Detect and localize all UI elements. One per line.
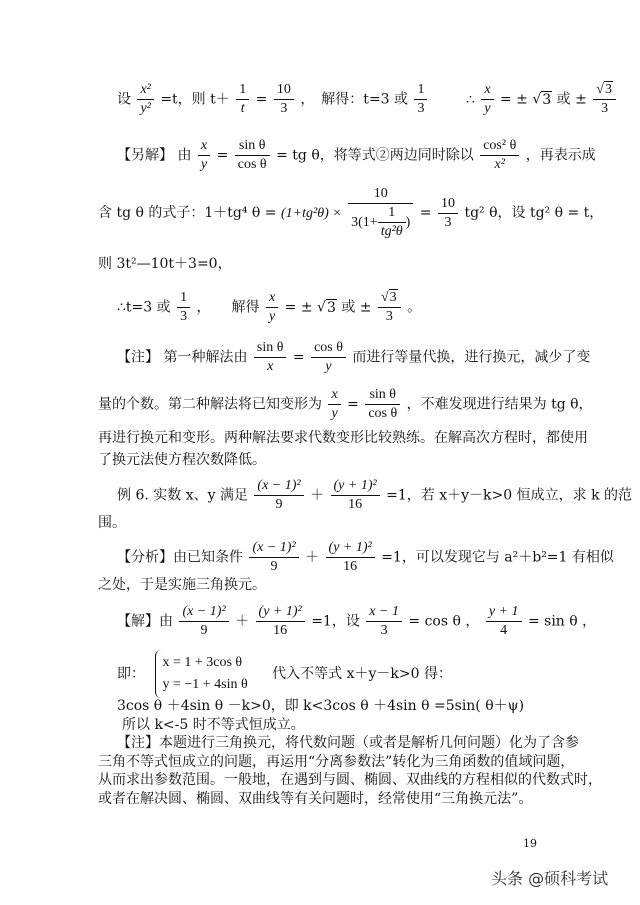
page-number: 19 <box>523 837 537 850</box>
note-line-3: 再进行换元和变形。两种解法要求代数变形比较熟练。在解高次方程时，都使用 <box>98 430 588 446</box>
footnote-line-2: 三角不等式恒成立的问题，再运用“分离参数法”转化为三角函数的值域问题， <box>98 754 575 770</box>
note-line-1: 【注】 第一种解法由 $\frac{\text{sin θ}}{x}$ = $\frac{\text{cos θ}}{y}$ 而进行等量代换，进行换元，减少了变 <box>117 340 591 375</box>
fraction-1-over-3: $\frac{1}{3}$ <box>177 290 190 325</box>
line-tg-expression: 含 tg θ 的式子：1＋tg⁴ θ = (1+tg²θ) × 10 3(1+ $\frac{1}{\text{tg²θ}}$ ) = $\frac{10}{3}$ tg² θ，设 tg² θ = t， <box>98 186 604 240</box>
fraction-sqrt3-over-3: $\frac{√3}{3}$ <box>593 82 616 117</box>
line-1: 设 $\frac{\text{x²}}{\text{y²}}$ =t，则 t＋ $\frac{1}{t}$ = $\frac{10}{3}$ ， 解得：t=3 或 $\frac{1}{3}$ ∴ $\frac{x}{y}$ = ± √3 或 ± $\frac{√3}{3}$ <box>117 82 618 117</box>
analysis-line-2: 之处，于是实施三角换元。 <box>98 577 266 593</box>
example-6-line-1: 例 6. 实数 x、y 满足 $\frac{\text{(x − 1)²}}{9}$ ＋ $\frac{\text{(y + 1)²}}{16}$ =1，若 x＋y－k>0 恒成立，求 k 的范 <box>117 478 633 513</box>
system-line: 即： x = 1 + 3cos θ y = −1 + 4sin θ 代入不等式 x＋y－k>0 得： <box>117 650 452 698</box>
fraction-x-over-y: $\frac{x}{y}$ <box>328 387 340 422</box>
example-6-line-2: 围。 <box>98 515 126 531</box>
fraction-y-plus-1-sq-over-16: $\frac{\text{(y + 1)²}}{16}$ <box>331 478 380 513</box>
fraction-y-plus-1-over-4: $\frac{y + 1}{4}$ <box>486 604 522 639</box>
fraction-x-over-y: $\frac{x}{y}$ <box>481 82 493 117</box>
analysis-line-1: 【分析】由已知条件 $\frac{\text{(x − 1)²}}{9}$ ＋ $\frac{\text{(y + 1)²}}{16}$ =1，可以发现它与 a²＋b²=1 有相似 <box>117 540 614 575</box>
equation-system: x = 1 + 3cos θ y = −1 + 4sin θ <box>155 650 247 698</box>
fraction-y-plus-1-sq-over-16: $\frac{\text{(y + 1)²}}{16}$ <box>256 604 305 639</box>
fraction-cos2-over-x2: $\frac{\text{cos² θ}}{\text{x²}}$ <box>480 138 519 173</box>
fraction-sin-over-cos: $\frac{\text{sin θ}}{\text{cos θ}}$ <box>235 138 270 173</box>
fraction-10-over-3: $\frac{10}{3}$ <box>438 196 458 231</box>
line-quadratic: 则 3t²—10t＋3=0， <box>98 256 232 272</box>
fraction-x-over-y: $\frac{x}{y}$ <box>266 290 278 325</box>
fraction-x-minus-1-sq-over-9: $\frac{\text{(x − 1)²}}{9}$ <box>254 478 303 513</box>
line-result: ∴t=3 或 $\frac{1}{3}$ ， 解得 $\frac{x}{y}$ = ± √3 或 ± $\frac{√3}{3}$ 。 <box>117 290 422 325</box>
footnote-line-3: 从而求出参数范围。一般地，在遇到与圆、椭圆、双曲线的方程相似的代数式时， <box>98 772 602 788</box>
result-line-2: 所以 k<-5 时不等式恒成立。 <box>122 717 305 733</box>
fraction-x-over-y: $\frac{x}{y}$ <box>198 138 210 173</box>
fraction-x-minus-1-sq-over-9: $\frac{\text{(x − 1)²}}{9}$ <box>249 540 298 575</box>
fraction-cos-over-y: $\frac{\text{cos θ}}{y}$ <box>311 340 346 375</box>
fraction-sin-over-cos: $\frac{\text{sin θ}}{\text{cos θ}}$ <box>365 387 400 422</box>
fraction-sin-over-x: $\frac{\text{sin θ}}{x}$ <box>254 340 287 375</box>
footnote-line-4: 或者在解决圆、椭圆、双曲线等有关问题时，经常使用“三角换元法”。 <box>98 791 533 807</box>
solution-line-1: 【解】由 $\frac{\text{(x − 1)²}}{9}$ ＋ $\frac{\text{(y + 1)²}}{16}$ =1，设 $\frac{x - 1}{3}$ = cos θ ， $\frac{y + 1}{4}$ = sin θ ， <box>117 604 597 639</box>
fraction-big: 10 3(1+ $\frac{1}{\text{tg²θ}}$ ) <box>348 186 413 240</box>
note-line-4: 了换元法使方程次数降低。 <box>98 452 266 468</box>
note-line-2: 量的个数。第二种解法将已知变形为 $\frac{x}{y}$ = $\frac{\text{sin θ}}{\text{cos θ}}$ ，不难发现进行结果为 tg θ， <box>98 387 593 422</box>
fraction-10-over-3: $\frac{10}{3}$ <box>274 82 294 117</box>
fraction-y-plus-1-sq-over-16: $\frac{\text{(y + 1)²}}{16}$ <box>326 540 375 575</box>
fraction-1-over-t: $\frac{1}{t}$ <box>236 82 249 117</box>
fraction-1-over-3: $\frac{1}{3}$ <box>414 82 427 117</box>
line-alt-solution: 【另解】 由 $\frac{x}{y}$ = $\frac{\text{sin θ}}{\text{cos θ}}$ = tg θ，将等式②两边同时除以 $\frac{\text{cos² θ}}{\text{x²}}$ ，再表示成 <box>117 138 596 173</box>
footnote-line-1: 【注】本题进行三角换元，将代数问题（或者是解析几何问题）化为了含参 <box>117 735 579 751</box>
fraction-x-minus-1-sq-over-9: $\frac{\text{(x − 1)²}}{9}$ <box>179 604 228 639</box>
watermark: 头条 @硕科考试 <box>491 869 609 888</box>
fraction-x2-over-y2: $\frac{\text{x²}}{\text{y²}}$ <box>137 82 153 117</box>
fraction-x-minus-1-over-3: $\frac{x - 1}{3}$ <box>366 604 402 639</box>
fraction-sqrt3-over-3: $\frac{√3}{3}$ <box>378 290 401 325</box>
sqrt-symbol: √3 <box>532 91 552 108</box>
result-line-1: 3cos θ ＋4sin θ －k>0，即 k<3cos θ ＋4sin θ =5sin( θ＋ψ) <box>117 698 525 714</box>
